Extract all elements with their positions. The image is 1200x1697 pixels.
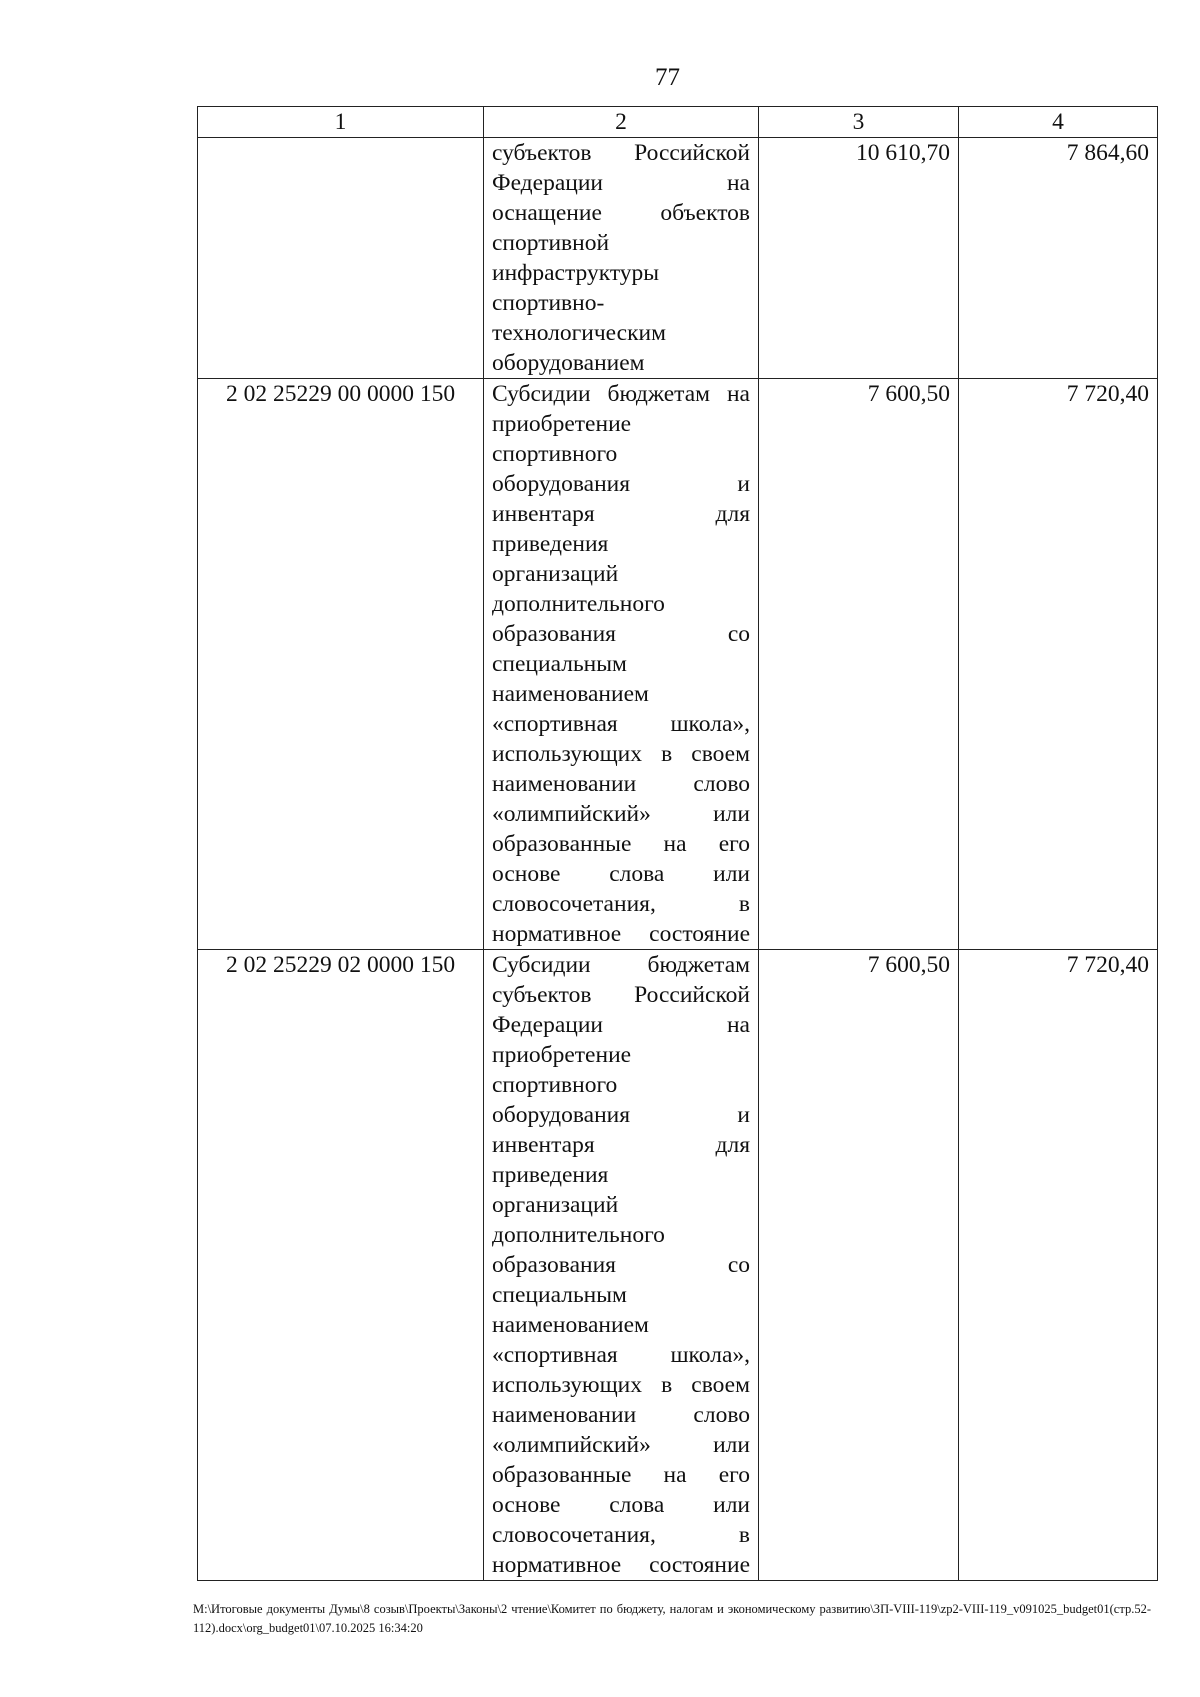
column-header-4: 4 xyxy=(959,107,1158,138)
description-line: Субсидии бюджетам на xyxy=(492,381,750,407)
description-line: образованные на его xyxy=(492,1462,750,1488)
description-line: наименовании слово xyxy=(492,1402,750,1428)
description-line: наименованием xyxy=(492,681,649,707)
description-line: технологическим xyxy=(492,320,666,346)
description-line: организаций xyxy=(492,561,619,587)
description-line: дополнительного xyxy=(492,591,665,617)
description-line: оборудования и xyxy=(492,1102,750,1128)
description-line: приведения xyxy=(492,1162,609,1188)
description-line: «спортивная школа», xyxy=(492,711,750,737)
column-header-1: 1 xyxy=(198,107,484,138)
budget-table xyxy=(197,106,1158,1581)
description-line: оборудования и xyxy=(492,471,750,497)
description-line: оборудованием xyxy=(492,350,645,376)
table-header-row xyxy=(198,107,1158,138)
description-line: приведения xyxy=(492,531,609,557)
amount-column-4: 7 720,40 xyxy=(959,950,1158,1581)
description-line: приобретение xyxy=(492,411,632,437)
description-line: словосочетания, в xyxy=(492,891,750,917)
page-number: 77 xyxy=(655,64,680,91)
description-line: спортивного xyxy=(492,441,618,467)
description-line: субъектов Российской xyxy=(492,982,750,1008)
column-header-2: 2 xyxy=(484,107,759,138)
amount-column-3: 7 600,50 xyxy=(759,379,959,950)
table-row xyxy=(198,950,1158,1581)
description-line: образования со xyxy=(492,1252,750,1278)
description-line: инвентаря для xyxy=(492,501,750,527)
description-line: Федерации на xyxy=(492,170,750,196)
table-body xyxy=(198,138,1158,1581)
revenue-description xyxy=(484,950,759,1581)
description-line: нормативное состояние xyxy=(492,921,750,947)
description-line: образования со xyxy=(492,621,750,647)
column-header-3: 3 xyxy=(759,107,959,138)
description-line: спортивно- xyxy=(492,290,605,316)
description-line: использующих в своем xyxy=(492,1372,750,1398)
description-line: наименовании слово xyxy=(492,771,750,797)
table-row xyxy=(198,379,1158,950)
revenue-description xyxy=(484,138,759,379)
revenue-description xyxy=(484,379,759,950)
description-line: субъектов Российской xyxy=(492,140,750,166)
description-line: словосочетания, в xyxy=(492,1522,750,1548)
amount-column-4: 7 864,60 xyxy=(959,138,1158,379)
description-line: «олимпийский» или xyxy=(492,1432,750,1458)
description-line: «олимпийский» или xyxy=(492,801,750,827)
table-row xyxy=(198,138,1158,379)
description-line: наименованием xyxy=(492,1312,649,1338)
description-line: Федерации на xyxy=(492,1012,750,1038)
description-line: инфраструктуры xyxy=(492,260,660,286)
description-line: Субсидии бюджетам xyxy=(492,952,750,978)
description-line: оснащение объектов xyxy=(492,200,750,226)
description-line: специальным xyxy=(492,1282,627,1308)
classification-code: 2 02 25229 00 0000 150 xyxy=(198,379,484,950)
amount-column-4: 7 720,40 xyxy=(959,379,1158,950)
description-line: приобретение xyxy=(492,1042,632,1068)
description-line: основе слова или xyxy=(492,1492,750,1518)
amount-column-3: 10 610,70 xyxy=(759,138,959,379)
description-line: использующих в своем xyxy=(492,741,750,767)
description-line: дополнительного xyxy=(492,1222,665,1248)
description-line: образованные на его xyxy=(492,831,750,857)
description-line: основе слова или xyxy=(492,861,750,887)
description-line: инвентаря для xyxy=(492,1132,750,1158)
classification-code xyxy=(198,138,484,379)
description-line: спортивной xyxy=(492,230,610,256)
classification-code: 2 02 25229 02 0000 150 xyxy=(198,950,484,1581)
description-line: спортивного xyxy=(492,1072,618,1098)
description-line: «спортивная школа», xyxy=(492,1342,750,1368)
description-line: специальным xyxy=(492,651,627,677)
description-line: организаций xyxy=(492,1192,619,1218)
description-line: нормативное состояние xyxy=(492,1552,750,1578)
file-path-footer: М:\Итоговые документы Думы\8 созыв\Проекты\Законы\2 чтение\Комитет по бюджету, налогам и экономическому развитию\ЗП-VIII-119\zp2-VIII-119_v091025_budget01(стр.52-112).docx\org_budget01\07.10.2025 16:34:20 xyxy=(193,1602,1151,1635)
amount-column-3: 7 600,50 xyxy=(759,950,959,1581)
